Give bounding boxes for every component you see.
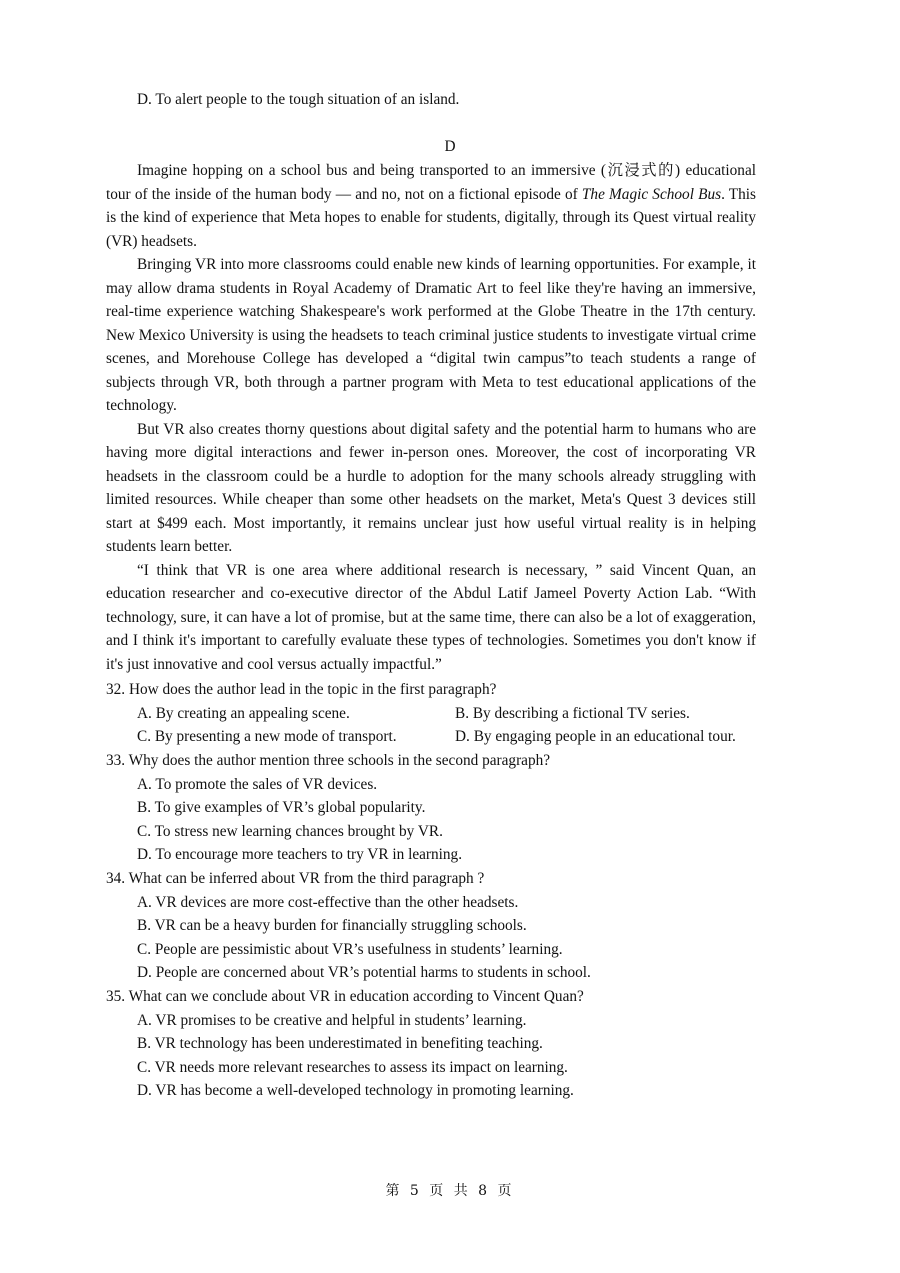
reading-passage <box>106 159 756 676</box>
question-33-option-d[interactable]: D. To encourage more teachers to try VR in learning. <box>137 846 463 864</box>
question-33-stem: 33. Why does the author mention three schools in the second paragraph? <box>106 752 551 769</box>
question-35 <box>106 985 766 1103</box>
paragraph-1-text-b: . This is the kind of experience that Meta hopes to enable for students, digitally, through its Quest virtual reality (VR) headsets. <box>106 185 757 250</box>
question-35-option-a[interactable]: A. VR promises to be creative and helpful in students’ learning. <box>137 1011 527 1029</box>
question-35-option-c[interactable]: C. VR needs more relevant researches to assess its impact on learning. <box>137 1058 568 1076</box>
question-34 <box>106 867 766 985</box>
question-32-option-d[interactable]: D. By engaging people in an educational tour. <box>455 728 736 746</box>
question-32-option-c[interactable]: C. By presenting a new mode of transport. <box>137 728 397 746</box>
question-33-option-c[interactable]: C. To stress new learning chances brought by VR. <box>137 822 443 840</box>
previous-question-option-d: D. To alert people to the tough situation of an island. <box>137 91 460 108</box>
question-33-option-a[interactable]: A. To promote the sales of VR devices. <box>137 775 378 793</box>
question-34-option-b[interactable]: B. VR can be a heavy burden for financially struggling schools. <box>137 917 527 935</box>
question-34-option-d[interactable]: D. People are concerned about VR’s potential harms to students in school. <box>137 964 591 982</box>
question-35-stem: 35. What can we conclude about VR in education according to Vincent Quan? <box>106 988 584 1005</box>
page-number-footer: 第 5 页 共 8 页 <box>385 1183 515 1199</box>
passage-paragraph-4: “I think that VR is one area where additional research is necessary, ” said Vincent Quan, an education researcher and co-executive director of the Abdul Latif Jameel Poverty Action Lab. “With technology, sure, it can have a lot of promise, but at the same time, there can also be a lot of exaggeration, and I think it's important to carefully evaluate these types of technologies. Sometimes you don't know if it's just innovative and cool versus actually impactful.” <box>106 561 756 673</box>
question-35-option-d[interactable]: D. VR has become a well-developed technology in promoting learning. <box>137 1082 574 1100</box>
question-32-options-row-1 <box>137 702 766 726</box>
question-32-stem: 32. How does the author lead in the topic in the first paragraph? <box>106 681 497 698</box>
passage-paragraph-2: Bringing VR into more classrooms could enable new kinds of learning opportunities. For example, it may allow drama students in Royal Academy of Dramatic Art to feel like they're having an immersive, real-time experience watching Shakespeare's work performed at the Globe Theatre in the 17th century. New Mexico University is using the headsets to teach criminal justice students to investigate virtual crime scenes, and Morehouse College has developed a “digital twin campus”to teach students a range of subjects through VR, both through a partner program with Meta to test educational applications of the technology. <box>106 256 756 414</box>
question-33 <box>106 749 766 867</box>
passage-paragraph-1 <box>106 159 756 253</box>
passage-paragraph-3: But VR also creates thorny questions about digital safety and the potential harm to humans who are having more digital interactions and fewer in-person ones. Moreover, the cost of incorporating VR headsets in the classroom could be a hurdle to adoption for the many schools already struggling with limited resources. While cheaper than some other headsets on the market, Meta's Quest 3 devices still start at $499 each. Most importantly, it remains unclear just how useful virtual reality is in helping students learn better. <box>106 420 756 555</box>
question-32-options-row-2 <box>137 725 766 749</box>
question-34-option-c[interactable]: C. People are pessimistic about VR’s usefulness in students’ learning. <box>137 940 563 958</box>
paragraph-1-book-title: The Magic School Bus <box>581 185 722 203</box>
question-34-option-a[interactable]: A. VR devices are more cost-effective than the other headsets. <box>137 893 519 911</box>
question-32-option-a[interactable]: A. By creating an appealing scene. <box>137 704 350 722</box>
question-35-option-b[interactable]: B. VR technology has been underestimated in benefiting teaching. <box>137 1035 543 1053</box>
question-32 <box>106 678 766 749</box>
question-32-option-b[interactable]: B. By describing a fictional TV series. <box>455 704 690 722</box>
question-34-stem: 34. What can be inferred about VR from the third paragraph ? <box>106 870 485 887</box>
paragraph-1-text-a: Imagine hopping on a school bus and being transported to an immersive (沉浸式的) educational tour of the inside of the human body — and no, not on a fictional episode of <box>106 162 756 203</box>
section-label: D <box>444 138 456 155</box>
question-33-option-b[interactable]: B. To give examples of VR’s global popularity. <box>137 799 426 817</box>
